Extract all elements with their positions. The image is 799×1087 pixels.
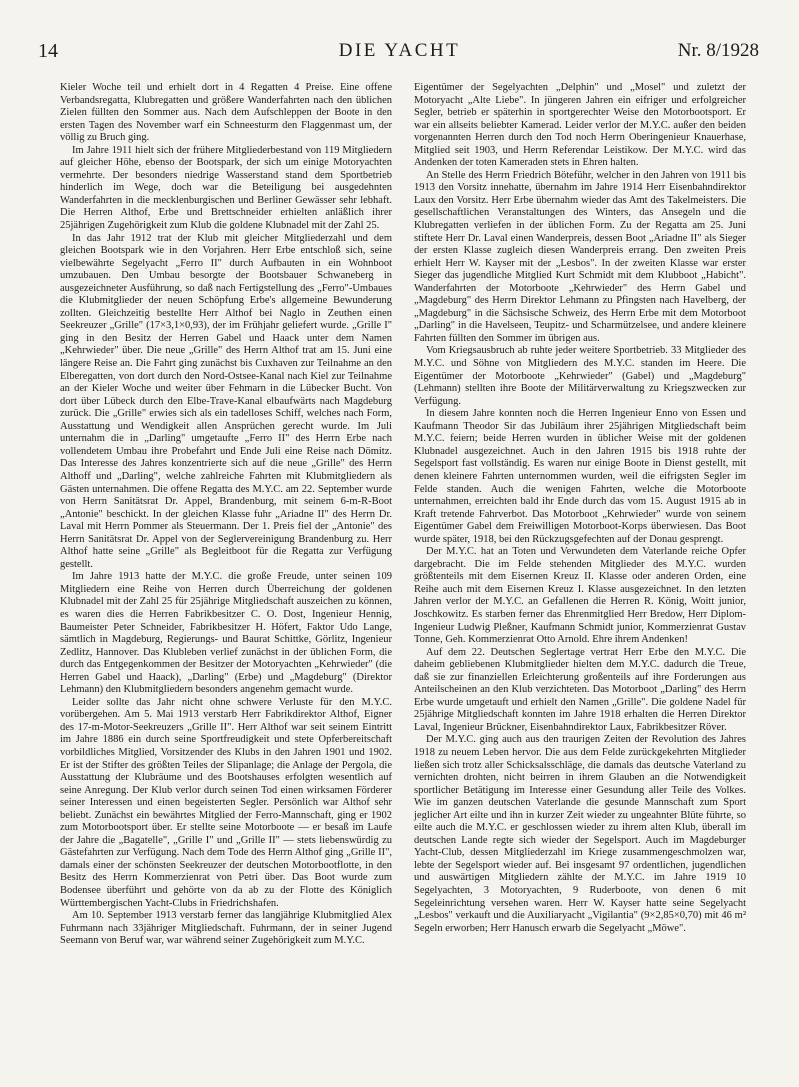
paragraph: Der M.Y.C. hat an Toten und Verwundeten dem Vaterlande reiche Opfer dargebracht. Die im Felde stehenden Mitglieder des M.Y.C. wurden größtenteils mit dem Eisernen Kreuz II. Klasse oder anderen Orden, eine Reihe auch mit dem Eisernen Kreuz I. Klasse ausgezeichnet. In den letzten Jahren verlor der M.Y.C. an Gefallenen die Herren R. König, Woitt junior, Joschkowitz. Es starben ferner das Ehrenmitglied Herr Bredow, Herr Diplom-Ingenieur Ludwig Pleßner, Kaufmann Schmidt junior, Kommerzienrat Gustav Tonne, Geh. Kommerzienrat Otto Arnold. Ehre ihrem Andenken! <box>414 546 746 646</box>
paragraph: Im Jahre 1911 hielt sich der frühere Mitgliederbestand von 119 Mitgliedern auf gleicher Höhe, ebenso der Bootspark, der sich um einige Motoryachten vermehrte. Der besonders niedrige Wasserstand stand dem Sportbetrieb hinderlich im Wege, doch war die Beteiligung bei ausgedehnten Wanderfahrten in die mecklenburgischen und Berliner Gewässer sehr lebhaft. Die Herren Althof, Erbe und Brettschneider erhielten anläßlich ihrer 25jährigen Zugehörigkeit zum Klub die goldene Klubnadel mit der Zahl 25. <box>60 144 392 232</box>
paragraph: In diesem Jahre konnten noch die Herren Ingenieur Enno von Essen und Kaufmann Theodor Sir das Jubiläum ihrer 25jährigen Mitgliedschaft beim M.Y.C. feiern; beide Herren wurden in üblicher Weise mit der goldenen Klubnadel ausgezeichnet. Auch in den Jahren 1915 bis 1918 ruhte der Segelsport fast vollständig. Es waren nur einige Boote in Dienst gestellt, mit denen kleinere Fahrten unternommen wurden, weil die eifrigsten Segler im Felde standen. Auch die wenigen Fahrten, welche die Motorboote unternahmen, erreichten bald ihr Ende durch das vom 15. August 1915 ab in Kraft tretende Fahrverbot. Das Motorboot „Kehrwieder" wurde von seinem Eigentümer Gabel dem Freiwilligen Motorboot-Korps überwiesen. Das Boot wurde später, 1918, bei den Rückzugsgefechten auf der Donau gesprengt. <box>414 408 746 545</box>
paragraph: Im Jahre 1913 hatte der M.Y.C. die große Freude, unter seinen 109 Mitgliedern eine Reihe von Herren durch Überreichung der goldenen Klubnadel mit der Zahl 25 für 25jährige Mitgliedschaft auszeichen zu können, es waren dies die Herren Fabrikbesitzer C. O. Dost, Ingenieur Hennig, Baumeister Peter Schneider, Fabrikbesitzer H. Höfert, Faktor Udo Lange, sämtlich in Magdeburg, Regierungs- und Baurat Schittke, Görlitz, Ingenieur Zedlitz, Hannover. Das Klubleben verlief zunächst in der üblichen Form, die durch das Entgegenkommen der Besitzer der Motoryachten „Kehrwieder" (die Herren Gabel und Haack), „Darling" (Erbe) und „Magdeburg" (Direktor Lehmann) den Klubmitgliedern besonders angenehm gemacht wurde. <box>60 571 392 696</box>
issue-number: Nr. 8/1928 <box>677 40 759 61</box>
magazine-title: DIE YACHT <box>338 40 461 61</box>
paragraph: Vom Kriegsausbruch ab ruhte jeder weitere Sportbetrieb. 33 Mitglieder des M.Y.C. und Söhne von Mitgliedern des M.Y.C. standen im Heere. Die Eigentümer der Motorboote „Kehrwieder" (Gabel) und „Magdeburg" (Lehmann) stellten ihre Boote der Militärverwaltung zu Kriegszwecken zur Verfügung. <box>414 345 746 407</box>
right-column <box>414 82 746 935</box>
paragraph: Eigentümer der Segelyachten „Delphin" und „Mosel" und zuletzt der Motoryacht „Alte Liebe". In jüngeren Jahren ein eifriger und erfolgreicher Segler, betrieb er späterhin in sportgerechter Weise den Motorbootsport. Er war ein allseits beliebter Kamerad. Leider verlor der M.Y.C. außer den beiden vorgenannten Herren durch den Tod noch Herrn Oberingenieur Knauerhase, Mitglied seit 1903, und Herrn Referendar Leistikow. Der M.Y.C. wird das Andenken der toten Kameraden stets in Ehren halten. <box>414 82 746 169</box>
paragraph: An Stelle des Herrn Friedrich Böteführ, welcher in den Jahren von 1911 bis 1913 den Vorsitz innehatte, übernahm im Jahre 1914 Herr Eisenbahndirektor Laux den Vorsitz. Herr Erbe übernahm wieder das Amt des Takelmeisters. Die gesellschaftlichen Veranstaltungen des Winters, das Ansegeln und die Klubregatten verliefen in der üblichen Form. Zu der Regatta am 25. Juni stiftete Herr Dr. Laval einen Wanderpreis, dessen Boot „Ariadne II" als Sieger der ersten Klasse zugleich diesen Wanderpreis errang. Den zweiten Preis erhielt Herr W. Kayser mit der „Lesbos". In der zweiten Klasse war erster Sieger das jugendliche Mitglied Kurt Schmidt mit dem Klubboot „Habicht". Wanderfahrten der Motorboote „Kehrwieder" des Herrn Gabel und „Magdeburg" des Herrn Direktor Lehmann zu Pfingsten nach Havelberg, der „Magdeburg" in die Sächsische Schweiz, des Herrn Erbe mit dem Motorboot „Darling" in die Havelseen, Teupitz- und Scharmützelsee, und andere kleinere Fahrten füllten den Sommer im übrigen aus. <box>414 169 746 344</box>
left-column <box>60 82 392 948</box>
page-header <box>0 40 799 70</box>
page-number: 14 <box>38 40 58 62</box>
paragraph: Auf dem 22. Deutschen Seglertage vertrat Herr Erbe den M.Y.C. Die daheim gebliebenen Klubmitglieder hielten dem M.Y.C. dadurch die Treue, daß sie zur finanziellen Erleichterung großenteils auf ihre Forderungen aus Anteilscheinen an den Klub verzichteten. Das Motorboot „Darling" des Herrn Erbe wurde umgetauft und erhielt den Namen „Grille". Die goldene Nadel für 25jährige Mitgliedschaft konnten im Jahre 1918 erhalten die Herren Direktor Laval, Ingenieur Brückner, Eisenbahndirektor Laux, Fabrikbesitzer Röver. <box>414 646 746 733</box>
paragraph: Am 10. September 1913 verstarb ferner das langjährige Klubmitglied Alex Fuhrmann nach 33jähriger Mitgliedschaft. Fuhrmann, der in seiner Jugend Seemann von Beruf war, war während seiner Zugehörigkeit zum M.Y.C. <box>60 910 392 947</box>
paragraph: Leider sollte das Jahr nicht ohne schwere Verluste für den M.Y.C. vorübergehen. Am 5. Mai 1913 verstarb Herr Fabrikdirektor Althof, Eigner des 17-m-Motor-Seekreuzers „Grille II". Herr Althof war seit seinem Eintritt im Jahre 1886 ein durch seine Sportfreudigkeit und stete Opferbereitschaft vorbildliches Mitglied, Vorsitzender des Klubs in den Jahren 1901 und 1902. Er ist der Stifter des größten Teiles der Slipanlage; die Anlage der Pergola, die Ausstattung der Klubräume und des Bootshauses erfolgten wesentlich auf seine Anregung. Der Klub verlor durch seinen Tod einen wirksamen Förderer seiner Interessen und einen begeisterten Segler. Persönlich war Althof sehr beliebt. Zunächst ein bewährtes Mitglied der Ferro-Mannschaft, ging er 1902 zum Motorbootsport über. Er stellte seine Motorboote — er besaß im Laufe der Jahre die „Bagatelle", „Grille I" und „Grille II" — stets liebenswürdig zu Gästefahrten zur Verfügung. Nach dem Tode des Herrn Althof ging „Grille II", damals einer der schönsten Seekreuzer der deutschen Motorbootflotte, in den Besitz des Herrn Kommerzienrat von Petri über. Das Boot wurde zum Bodensee überführt und gehörte von da ab zu der Flotte des Königlich Württembergischen Yacht-Clubs in Friedrichshafen. <box>60 696 392 909</box>
paragraph: Kieler Woche teil und erhielt dort in 4 Regatten 4 Preise. Eine offene Verbandsregatta, Klubregatten und größere Wanderfahrten nach den üblichen Zielen füllten den Sommer aus. Nach dem Aufschleppen der Boote in den ersten Tagen des November warf ein Schneesturm den Flaggenmast um, der völlig zu Bruch ging. <box>60 82 392 144</box>
paragraph: In das Jahr 1912 trat der Klub mit gleicher Mitgliederzahl und dem gleichen Bootspark wie in den Vorjahren. Herr Erbe entschloß sich, seine vielbewährte Segelyacht „Ferro II" durch Aufbauten in ein Wohnboot umzubauen. Den Umbau besorgte der Bootsbauer Schwaneberg in ausgezeichneter Ausführung, so daß nach Fertigstellung des „Ferro"-Umbaues die Klubmitglieder der neuen Schöpfung Erbe's allgemeine Bewunderung zollten. Gleichzeitig bestellte Herr Althof bei Naglo in Zeuthen einen Seekreuzer „Grille" (17×3,1×0,93), der im Frühjahr geliefert wurde. „Grille I" ging in den Besitz der Herren Gabel und Haack unter dem Namen „Kehrwieder" über. Die neue „Grille" des Herrn Althof trat am 15. Juni eine längere Reise an. Die Fahrt ging zunächst bis Cuxhaven zur Teilnahme an den Elberegatten, von dort durch den Nord-Ostsee-Kanal nach Kiel zur Teilnahme an der Kieler Woche und weiter über Fehmarn in die Lübecker Bucht. Von dort über Lübeck durch den Elbe-Trave-Kanal elbaufwärts nach Magdeburg zurück. Die „Grille" erwies sich als ein tadelloses Schiff, welches nach Form, Ausstattung und Wendigkeit allen Ansprüchen gerecht wurde. Im Juli unternahm die in „Darling" umgetaufte „Ferro II" des Herrn Erbe nach vollendetem Umbau ihre Probefahrt und Ende Juli eine Reise nach Dömitz. Das Interesse des Jahres konzentrierte sich auf die neue „Grille" des Herrn Althoff und „Darling", welche zahlreiche Fahrten mit Klubmitgliedern als Gästen unternahmen. Die offene Regatta des M.Y.C. am 22. September wurde von Herrn Sanitätsrat Dr. Appel, Brandenburg, mit seinem 6-m-R-Boot „Antonie" beschickt. In der gleichen Klasse fuhr „Ariadne II" des Herrn Dr. Laval mit Herrn Pommer als Steuermann. Der 1. Preis fiel der „Antonie" des Herrn Sanitätsrat Dr. Appel von der Seglervereinigung Brandenburg zu. Herr Althof hatte seine „Grille" als Begleitboot für die Regatta zur Verfügung gestellt. <box>60 232 392 570</box>
paragraph: Der M.Y.C. ging auch aus den traurigen Zeiten der Revolution des Jahres 1918 zu neuem Leben hervor. Die aus dem Felde zurückgekehrten Mitglieder ließen sich trotz aller Schicksalsschläge, die damals das deutsche Vaterland zu vernichten drohten, nicht beirren in ihrem Glauben an die Notwendigkeit sportlicher Betätigung im Interesse einer Gesundung aller Teile des Volkes. Wie im ganzen deutschen Vaterlande die gesunde Mannschaft zum Sport jeglicher Art eilte und ihn in kurzer Zeit wieder zu ungeahnter Blüte führte, so eilte auch die M.Y.C. er geschlossen wieder zu ihrem alten Klub, überall im deutschen Lande regte sich wieder der Segelsport. Auch im Magdeburger Yacht-Club, dessen Mitgliederzahl im Kriege zusammengeschmolzen war, lebte der Segelsport wieder auf. Bei insgesamt 97 ordentlichen, jugendlichen und auswärtigen Mitgliedern zählte der M.Y.C. im Jahre 1919 10 Segelyachten, 3 Motoryachten, 9 Ruderboote, von denen 6 mit Segeleinrichtung versehen waren. Herr W. Kayser hatte seine Segelyacht „Lesbos" verkauft und die Auxiliaryacht „Vigilantia" (9×2,85×0,70) mit 46 m² Segeln erworben; Herr Hanusch erwarb die Segelyacht „Möwe". <box>414 734 746 934</box>
